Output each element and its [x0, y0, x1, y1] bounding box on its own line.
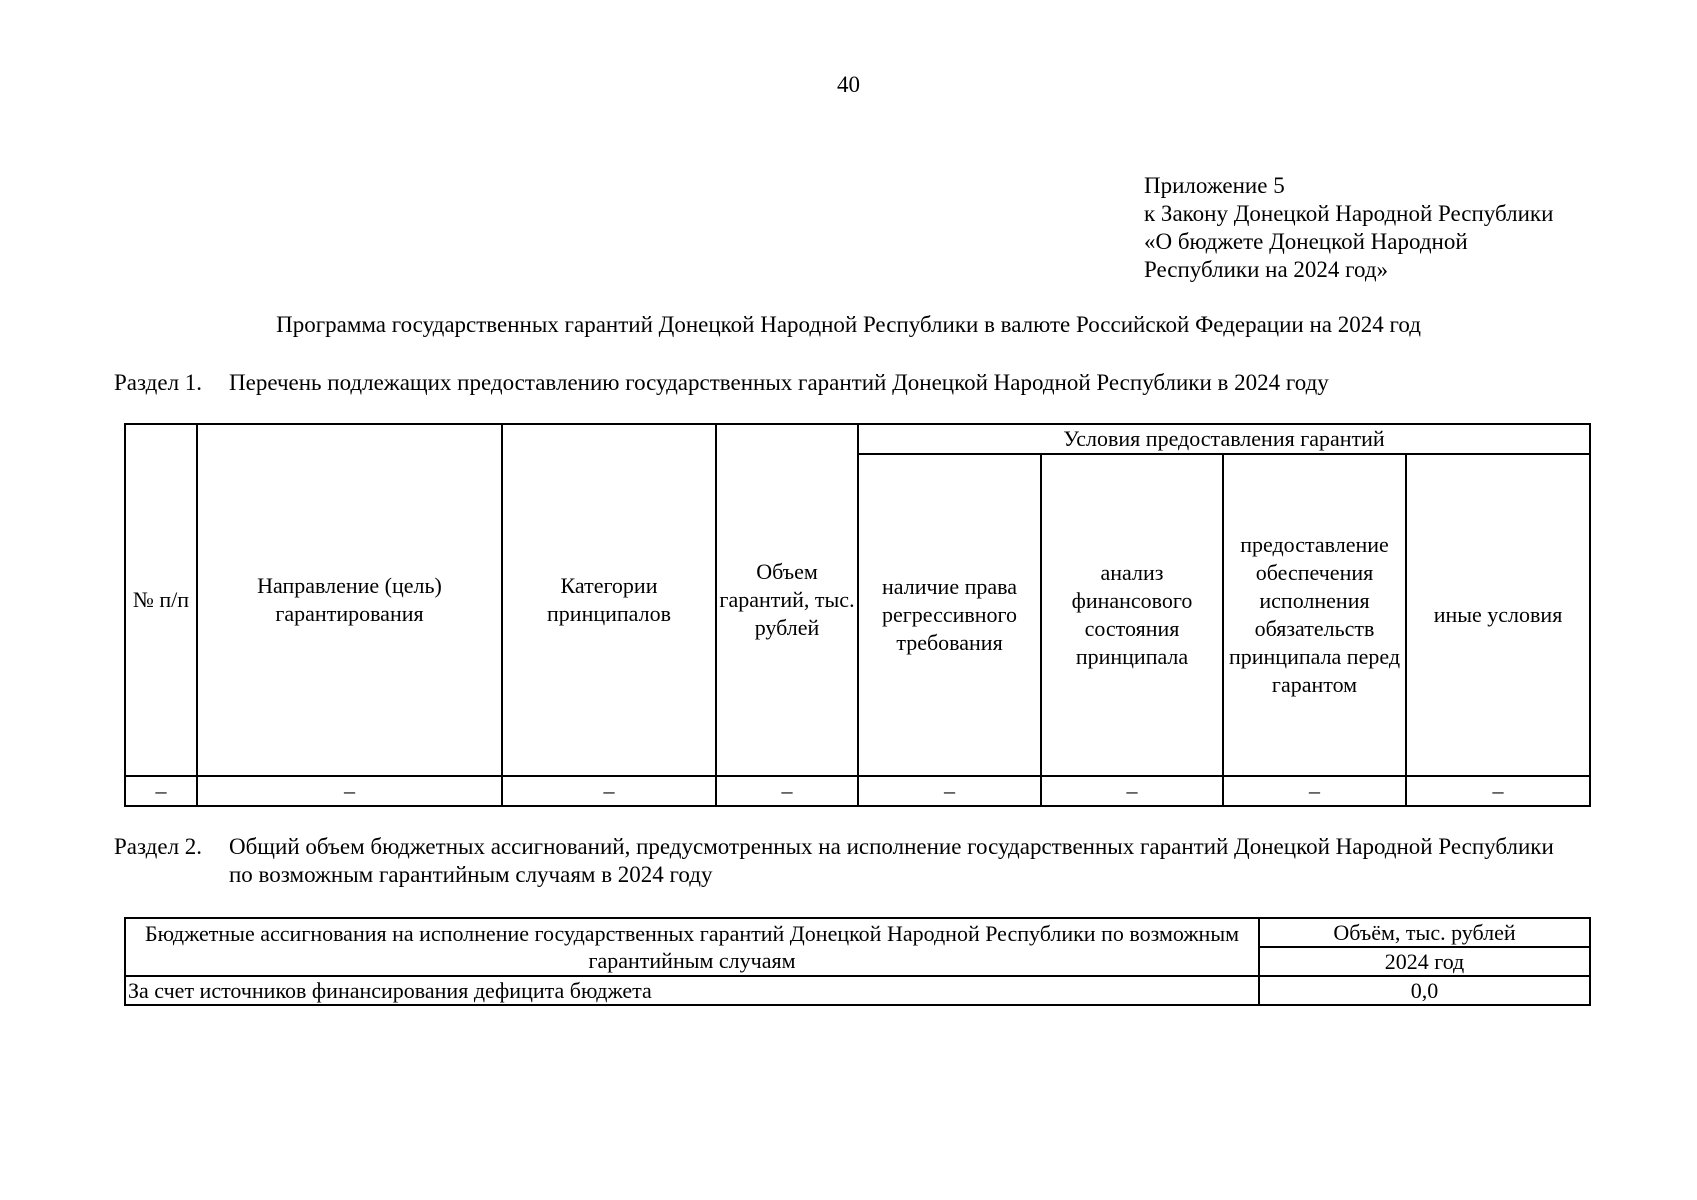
- allocations-table: [124, 917, 1591, 1006]
- year-header: 2024 год: [1259, 947, 1590, 976]
- section-1-label: Раздел 1.: [114, 370, 203, 395]
- allocations-header: Бюджетные ассигнования на исполнение государственных гарантий Донецкой Народной Республики по возможным гарантийным случаям: [125, 918, 1259, 976]
- section-1-heading: [114, 369, 1559, 397]
- header-conditions-group: Условия предоставления гарантий: [858, 424, 1590, 454]
- deficit-sources-label: За счет источников финансирования дефицита бюджета: [125, 976, 1259, 1005]
- table-cell: –: [1223, 776, 1406, 806]
- header-regress-right: наличие права регрессивного требования: [858, 454, 1041, 776]
- header-volume: Объем гарантий, тыс. рублей: [716, 424, 858, 776]
- table-cell: –: [502, 776, 716, 806]
- page-number: 40: [837, 72, 860, 97]
- appendix-line: «О бюджете Донецкой Народной: [1144, 229, 1468, 254]
- section-2-label: Раздел 2.: [114, 834, 203, 859]
- header-other-conditions: иные условия: [1406, 454, 1590, 776]
- table-cell: –: [858, 776, 1041, 806]
- table-cell: –: [197, 776, 502, 806]
- section-2-text: Общий объем бюджетных ассигнований, предусмотренных на исполнение государственных гарантий Донецкой Народной Республики по возможным гарантийным случаям в 2024 году: [229, 834, 1554, 887]
- appendix-line: к Закону Донецкой Народной Республики: [1144, 201, 1554, 226]
- guarantees-table: [124, 423, 1591, 807]
- section-2-heading: [114, 833, 1559, 889]
- deficit-sources-value: 0,0: [1259, 976, 1590, 1005]
- appendix-block: [1144, 172, 1553, 284]
- appendix-line: Приложение 5: [1144, 173, 1285, 198]
- header-direction: Направление (цель) гарантирования: [197, 424, 502, 776]
- header-number: № п/п: [125, 424, 197, 776]
- table-cell: –: [125, 776, 197, 806]
- table-cell: –: [716, 776, 858, 806]
- header-security-provision: предоставление обеспечения исполнения обязательств принципала перед гарантом: [1223, 454, 1406, 776]
- program-title: Программа государственных гарантий Донецкой Народной Республики в валюте Российской Федерации на 2024 год: [276, 312, 1421, 337]
- header-financial-analysis: анализ финансового состояния принципала: [1041, 454, 1223, 776]
- header-principal-categories: Категории принципалов: [502, 424, 716, 776]
- table-cell: –: [1406, 776, 1590, 806]
- table-cell: –: [1041, 776, 1223, 806]
- section-1-text: Перечень подлежащих предоставлению государственных гарантий Донецкой Народной Республики в 2024 году: [229, 370, 1329, 395]
- volume-header: Объём, тыс. рублей: [1259, 918, 1590, 947]
- appendix-line: Республики на 2024 год»: [1144, 257, 1389, 282]
